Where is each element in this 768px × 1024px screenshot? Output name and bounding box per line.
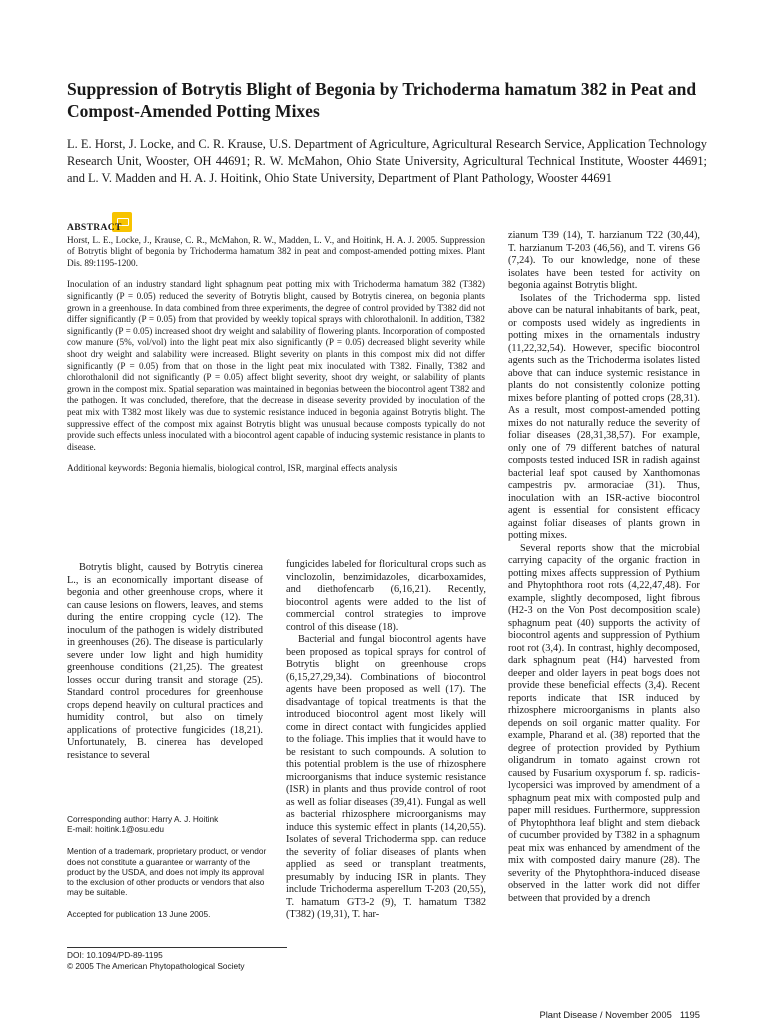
doi-block xyxy=(67,947,287,972)
column-middle xyxy=(286,559,486,922)
doi[interactable]: DOI: 10.1094/PD-89-1195 xyxy=(67,950,163,960)
intro-paragraph-2: Bacterial and fungal biocontrol agents have been proposed as topical sprays for control of Botrytis blight on greenhouse crops (6,15,27,29,34). Combinations of biocontrol agents have been proposed as well (17). The disadvantage of topical treatments is that the introduced biocontrol agent most likely will come in direct contact with fungicides applied to the foliage. This implies that it would have to be resistant to such compounds. A solution to this potential problem is the use of rhizosphere microorganisms that induce systemic resistance (ISR) in plants and thus provide control of root as well as foliar diseases (39,41). Fungal as well as bacterial rhizosphere microorganisms may induce this systemic effect in plants (14,20,55). Isolates of several Trichoderma spp. can reduce the severity of foliar diseases of plants when applied as seed or transplant treatments, presumably by inducing ISR in plants. They include Trichoderma asperellum T-203 (20,55), T. hamatum GT3-2 (9), T. hamatum T382 (T382) (19,31), T. har- xyxy=(286,634,486,920)
column-right xyxy=(508,230,700,905)
trademark-disclaimer: Mention of a trademark, proprietary product, or vendor does not constitute a guarantee or warranty of the product by the USDA, and does not imply its approval to the exclusion of other products or vendors that also may be suitable. xyxy=(67,846,267,898)
journal-issue: Plant Disease / November 2005 xyxy=(539,1009,672,1020)
abstract-heading: ABSTRACT xyxy=(67,222,122,233)
column-left xyxy=(67,562,263,762)
author-email[interactable]: E-mail: hoitink.1@osu.edu xyxy=(67,824,164,835)
page-number: 1195 xyxy=(679,1009,700,1020)
intro-paragraph-1: Botrytis blight, caused by Botrytis cinerea L., is an economically important disease of begonia and other greenhouse crops, where it can cause lesions on flowers, leaves, and stems during the entire cropping cycle (12). The inoculum of the pathogen is widely distributed in greenhouses (26). The disease is particularly severe under low light and high humidity greenhouse conditions (21,25). The greatest losses occur during transit and storage (25). Standard control procedures for greenhouse crops depend heavily on cultural practices and humidity control, but also on timely applications of protective fungicides (18,21). Unfortunately, B. cinerea has developed resistance to several xyxy=(67,562,263,761)
additional-keywords: Additional keywords: Begonia hiemalis, biological control, ISR, marginal effects analysis xyxy=(67,463,398,474)
author-affiliations: L. E. Horst, J. Locke, and C. R. Krause, U.S. Department of Agriculture, Agricultural Research Service, Application Technology Research Unit, Wooster, OH 44691; R. W. McMahon, Ohio State University, Agricultural Technical Institute, Wooster 44691; and L. V. Madden and H. A. J. Hoitink, Ohio State University, Department of Plant Pathology, Wooster 44691 xyxy=(67,137,707,185)
intro-paragraph-3: Isolates of the Trichoderma spp. listed above can be natural inhabitants of bark, peat, or composts used widely as ingredients in potting mixes in the ornamentals industry (11,22,32,54). However, specific biocontrol agents such as the Trichoderma isolates listed above that can induce systemic resistance in plants do not consistently colonize potting mixes before planting of potted crops (28,31). As a result, most compost-amended potting mixes do not naturally reduce the severity of foliar diseases (28,31,38,57). For example, only one of 79 different batches of natural composts tested induced ISR in radish against bacterial leaf spot caused by Xanthomonas campestris pv. armoraciae (31). Thus, inoculation with an ISR-active biocontrol agent is essential for consistent efficacy against foliar diseases of plants grown in potting mixes. xyxy=(508,292,700,541)
intro-paragraph-1-cont: fungicides labeled for floricultural crops such as vinclozolin, benzimidazoles, dicarboxamides, and diethofencarb (6,16,21). Recently, biocontrol agents were added to the list of commercial control strategies to improve control of this disease (18). xyxy=(286,559,486,633)
article-title: Suppression of Botrytis Blight of Begonia by Trichoderma hamatum 382 in Peat and Compost-Amended Potting Mixes xyxy=(67,79,697,121)
accepted-date: Accepted for publication 13 June 2005. xyxy=(67,909,211,920)
copyright: © 2005 The American Phytopathological Society xyxy=(67,961,245,971)
intro-paragraph-4: Several reports show that the microbial carrying capacity of the organic fraction in potting mixes affects suppression of Pythium and Phytophthora root rots (4,22,47,48). For example, slightly decomposed, light fibrous (H2-3 on the Von Post decomposition scale) sphagnum peat (40) supports the activity of biocontrol agents and suppression of Pythium root rot (3,4). In contrast, highly decomposed, dark sphagnum peat (H4) harvested from deeper and older layers in peat bogs does not provide these beneficial effects (3,4). Recent reports indicate that ISR induced by rhizosphere microorganisms in plants also depends on soil organic matter quality. For example, Pharand et al. (38) reported that the degree of protection provided by Pythium oligandrum in tomato against crown rot caused by Fusarium oxysporum f. sp. radicis-lycopersici was improved by amendment of a sphagnum peat mix with composted pulp and paper mill residues. Furthermore, suppression of Phytophthora leaf blight and stem dieback of cucumber provided by T382 in a sphagnum peat mix was enhanced by amendment of the mix with composted dairy manure (28). The severity of the Phytophthora-induced disease observed in the latter work did not differ between that provided by a drench xyxy=(508,542,700,904)
corresponding-author-block xyxy=(67,814,267,834)
abstract-citation: Horst, L. E., Locke, J., Krause, C. R., McMahon, R. W., Madden, L. V., and Hoitink, H. A. J. 2005. Suppression of Botrytis blight of begonia by Trichoderma hamatum 382 in peat and compost-amended potting mixes. Plant Dis. 89:1195-1200. xyxy=(67,234,485,268)
page-footer xyxy=(500,1009,700,1020)
corresponding-author: Corresponding author: Harry A. J. Hoitink xyxy=(67,814,219,824)
intro-paragraph-2-cont: zianum T39 (14), T. harzianum T22 (30,44), T. harzianum T-203 (46,56), and T. virens G6 (7,24). To our knowledge, none of these isolates have been tested for activity on begonia against Botrytis blight. xyxy=(508,230,700,291)
abstract-body: Inoculation of an industry standard light sphagnum peat potting mix with Trichoderma hamatum 382 (T382) significantly (P = 0.05) reduced the severity of Botrytis blight, caused by Botrytis cinerea, on begonia plants grown in a greenhouse. In data combined from three experiments, the degree of control provided by T382 did not differ significantly (P = 0.05) from that provided by weekly topical sprays with chlorothalonil. In addition, T382 significantly (P = 0.05) increased shoot dry weight and salability of flowering plants. Incorporation of composted cow manure (5%, vol/vol) into the light peat mix also significantly (P = 0.05) decreased blight severity while shoot dry weight and salability were increased. Blight severity on plants in this compost mix did not differ significantly (P = 0.05) from that on those in the light peat mix inoculated with T382. Finally, T382 and chlorothalonil did not significantly (P = 0.05) affect blight severity, shoot dry weight, or salability of plants grown in the compost mix. Spatial separation was maintained in begonias between the biocontrol agent T382 and the pathogen. It was concluded, therefore, that the decrease in disease severity provided by inoculation of the peat mix with T382 most likely was due to systemic resistance induced in begonia against Botrytis blight. The suppressive effect of the compost mix against Botrytis blight was unusual because composts typically do not provide such effects unless inoculated with a biocontrol agent capable of inducing systemic resistance in plants to disease. xyxy=(67,279,485,452)
footnotes xyxy=(67,814,267,932)
abstract-section xyxy=(67,222,485,485)
